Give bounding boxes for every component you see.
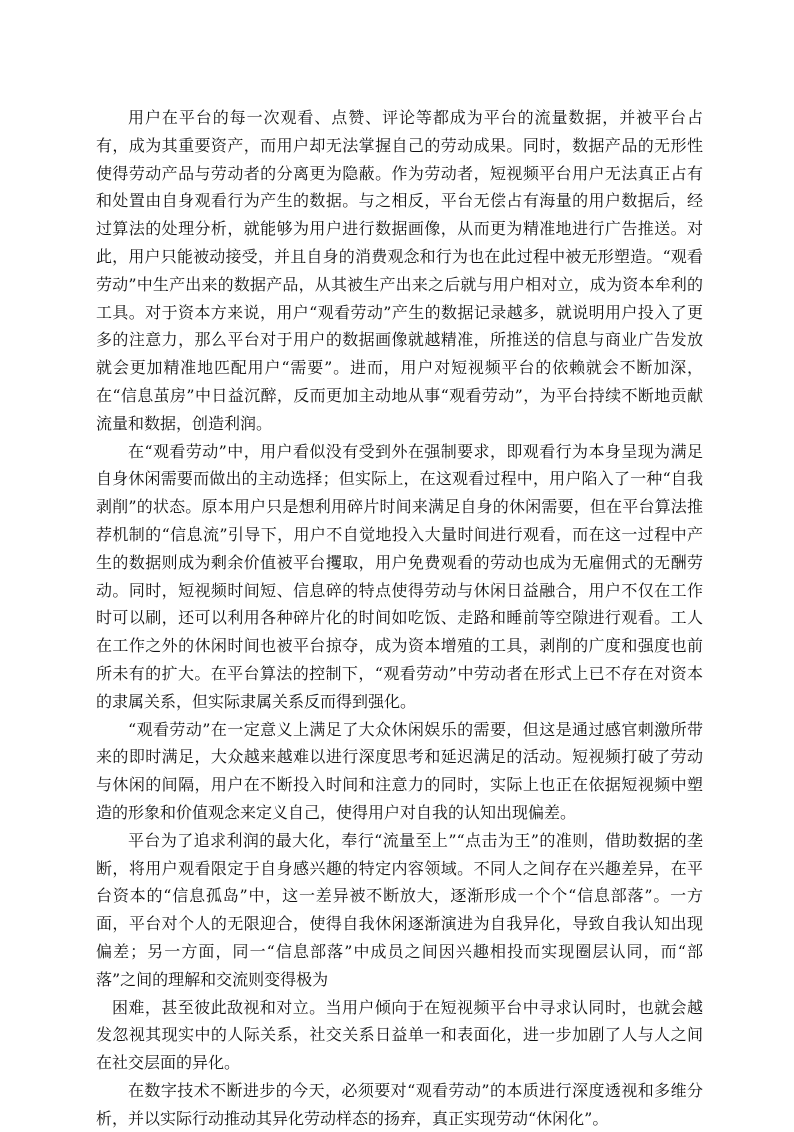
paragraph-6: 在数字技术不断进步的今天，必须要对“观看劳动”的本质进行深度透视和多维分析，并以实际行动推动其异化劳动样态的扬弃，真正实现劳动“休闲化”。 (96, 1080, 703, 1128)
paragraph-1: 用户在平台的每一次观看、点赞、评论等都成为平台的流量数据，并被平台占有，成为其重要资产，而用户却无法掌握自己的劳动成果。同时，数据产品的无形性使得劳动产品与劳动者的分离更为隐蔽。作为劳动者，短视频平台用户无法真正占有和处置由自身观看行为产生的数据。与之相反，平台无偿占有海量的用户数据后，经过算法的处理分析，就能够为用户进行数据画像，从而更为精准地进行广告推送。对此，用户只能被动接受，并且自身的消费观念和行为也在此过程中被无形塑造。“观看劳动”中生产出来的数据产品，从其被生产出来之后就与用户相对立，成为资本牟利的工具。对于资本方来说，用户“观看劳动”产生的数据记录越多，就说明用户投入了更多的注意力，那么平台对于用户的数据画像就越精准，所推送的信息与商业广告发放就会更加精准地匹配用户“需要”。进而，用户对短视频平台的依赖就会不断加深，在“信息茧房”中日益沉醉，反而更加主动地从事“观看劳动”，为平台持续不断地贡献流量和数据，创造利润。 (96, 108, 703, 433)
document-body (96, 104, 703, 1132)
paragraph-2: 在“观看劳动”中，用户看似没有受到外在强制要求，即观看行为本身呈现为满足自身休闲需要而做出的主动选择；但实际上，在这观看过程中，用户陷入了一种“自我剥削”的状态。原本用户只是想利用碎片时间来满足自身的休闲需要，但在平台算法推荐机制的“信息流”引导下，用户不自觉地投入大量时间进行观看，而在这一过程中产生的数据则成为剩余价值被平台攫取，用户免费观看的劳动也成为无雇佣式的无酬劳动。同时，短视频时间短、信息碎的特点使得劳动与休闲日益融合，用户不仅在工作时可以刷，还可以利用各种碎片化的时间如吃饭、走路和睡前等空隙进行观看。工人在工作之外的休闲时间也被平台掠夺，成为资本增殖的工具，剥削的广度和强度也前所未有的扩大。在平台算法的控制下，“观看劳动”中劳动者在形式上已不存在对资本的隶属关系，但实际隶属关系反而得到强化。 (96, 441, 703, 711)
paragraph-5: 困难，甚至彼此敌视和对立。当用户倾向于在短视频平台中寻求认同时，也就会越发忽视其现实中的人际关系，社交关系日益单一和表面化，进一步加剧了人与人之间在社交层面的异化。 (96, 997, 703, 1073)
paragraph-4: 平台为了追求利润的最大化，奉行“流量至上”“点击为王”的准则，借助数据的垄断，将用户观看限定于自身感兴趣的特定内容领域。不同人之间存在兴趣差异，在平台资本的“信息孤岛”中，这一差异被不断放大，逐渐形成一个个“信息部落”。一方面，平台对个人的无限迎合，使得自我休闲逐渐演进为自我异化，导致自我认知出现偏差；另一方面，同一“信息部落”中成员之间因兴趣相投而实现圈层认同，而“部落”之间的理解和交流则变得极为 (96, 830, 703, 989)
paragraph-3: “观看劳动”在一定意义上满足了大众休闲娱乐的需要，但这是通过感官刺激所带来的即时满足，大众越来越难以进行深度思考和延迟满足的活动。短视频打破了劳动与休闲的间隔，用户在不断投入时间和注意力的同时，实际上也正在依据短视频中塑造的形象和价值观念来定义自己，使得用户对自我的认知出现偏差。 (96, 719, 703, 822)
